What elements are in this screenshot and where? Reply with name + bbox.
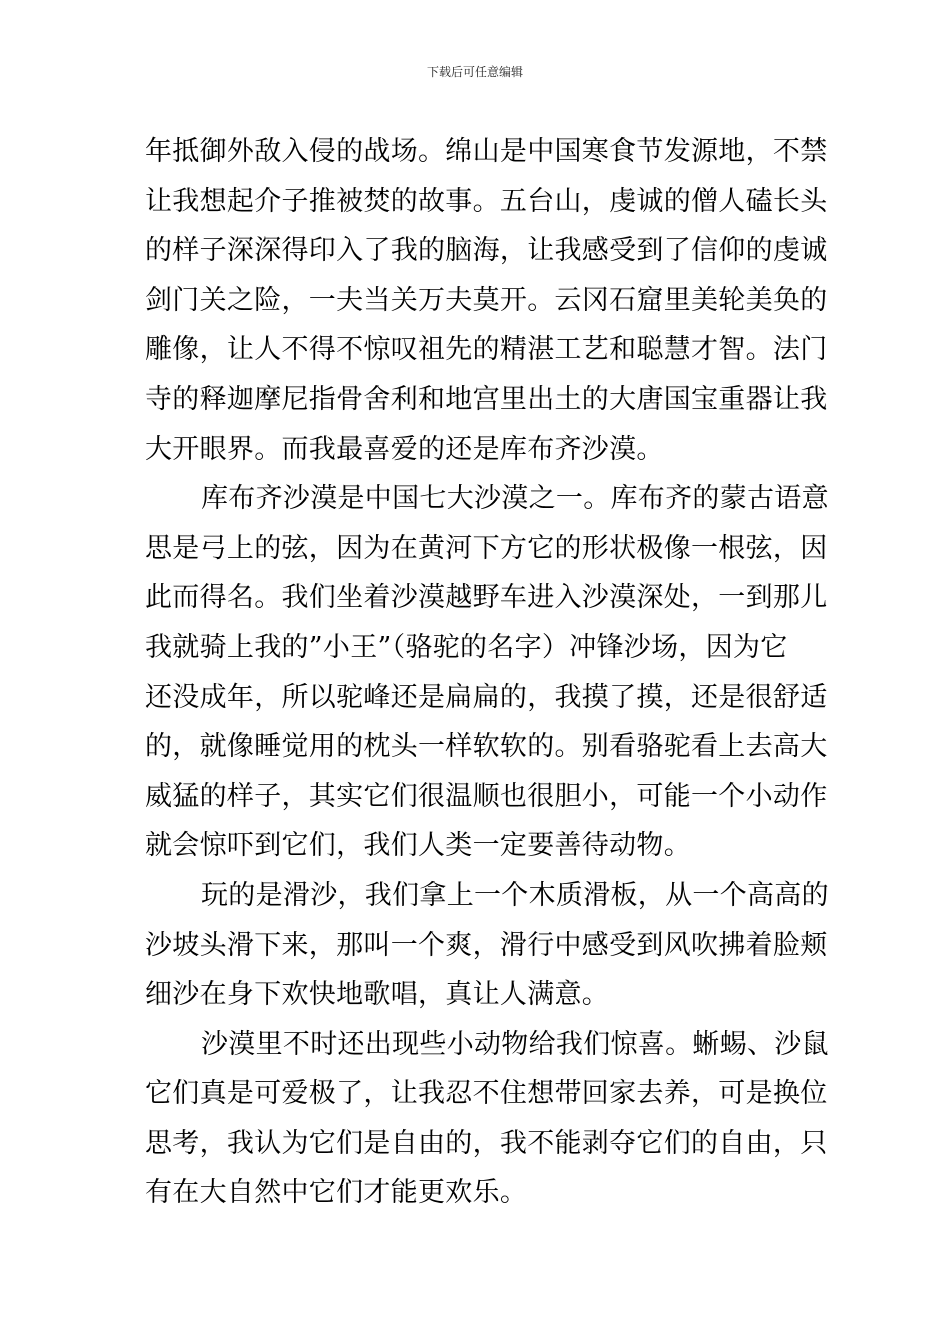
paragraph-first-line: 玩的是滑沙，我们拿上一个木质滑板，从一个高高的 (201, 879, 829, 911)
text-line: 的，就像睡觉用的枕头一样软软的。别看骆驼看上去高大 (145, 731, 828, 763)
document-body (145, 127, 829, 1218)
paragraph-first-line: 库布齐沙漠是中国七大沙漠之一。库布齐的蒙古语意 (201, 483, 829, 515)
text-line: 威猛的样子，其实它们很温顺也很胆小，可能一个小动作 (145, 780, 828, 812)
text-line: 思是弓上的弦，因为在黄河下方它的形状极像一根弦，因 (145, 532, 828, 564)
text-line: 就会惊吓到它们，我们人类一定要善待动物。 (145, 830, 691, 862)
text-line: 雕像，让人不得不惊叹祖先的精湛工艺和聪慧才智。法门 (145, 334, 828, 366)
text-line: 此而得名。我们坐着沙漠越野车进入沙漠深处，一到那儿 (145, 582, 828, 614)
text-line: 让我想起介子推被焚的故事。五台山，虔诚的僧人磕长头 (145, 185, 828, 217)
text-line: 我就骑上我的”小王”（骆驼的名字）冲锋沙场，因为它 (145, 631, 788, 663)
text-line: 寺的释迦摩尼指骨舍利和地宫里出土的大唐国宝重器让我 (145, 383, 828, 415)
text-line: 有在大自然中它们才能更欢乐。 (145, 1177, 528, 1209)
text-line: 大开眼界。而我最喜爱的还是库布齐沙漠。 (145, 433, 664, 465)
paragraph-first-line: 沙漠里不时还出现些小动物给我们惊喜。蜥蜴、沙鼠 (201, 1028, 829, 1060)
page-header: 下载后可任意编辑 (426, 65, 523, 79)
text-line: 它们真是可爱极了，让我忍不住想带回家去养，可是换位 (145, 1078, 828, 1110)
text-line: 年抵御外敌入侵的战场。绵山是中国寒食节发源地，不禁 (145, 136, 828, 167)
text-line: 还没成年，所以驼峰还是扁扁的，我摸了摸，还是很舒适 (145, 681, 828, 713)
text-line: 沙坡头滑下来，那叫一个爽，滑行中感受到风吹拂着脸颊 (145, 929, 828, 961)
text-line: 的样子深深得印入了我的脑海，让我感受到了信仰的虔诚 (145, 235, 828, 267)
text-line: 细沙在身下欢快地歌唱，真让人满意。 (145, 979, 610, 1011)
text-line: 剑门关之险，一夫当关万夫莫开。云冈石窟里美轮美奂的 (145, 284, 828, 316)
text-line: 思考，我认为它们是自由的，我不能剥夺它们的自由，只 (145, 1127, 828, 1159)
